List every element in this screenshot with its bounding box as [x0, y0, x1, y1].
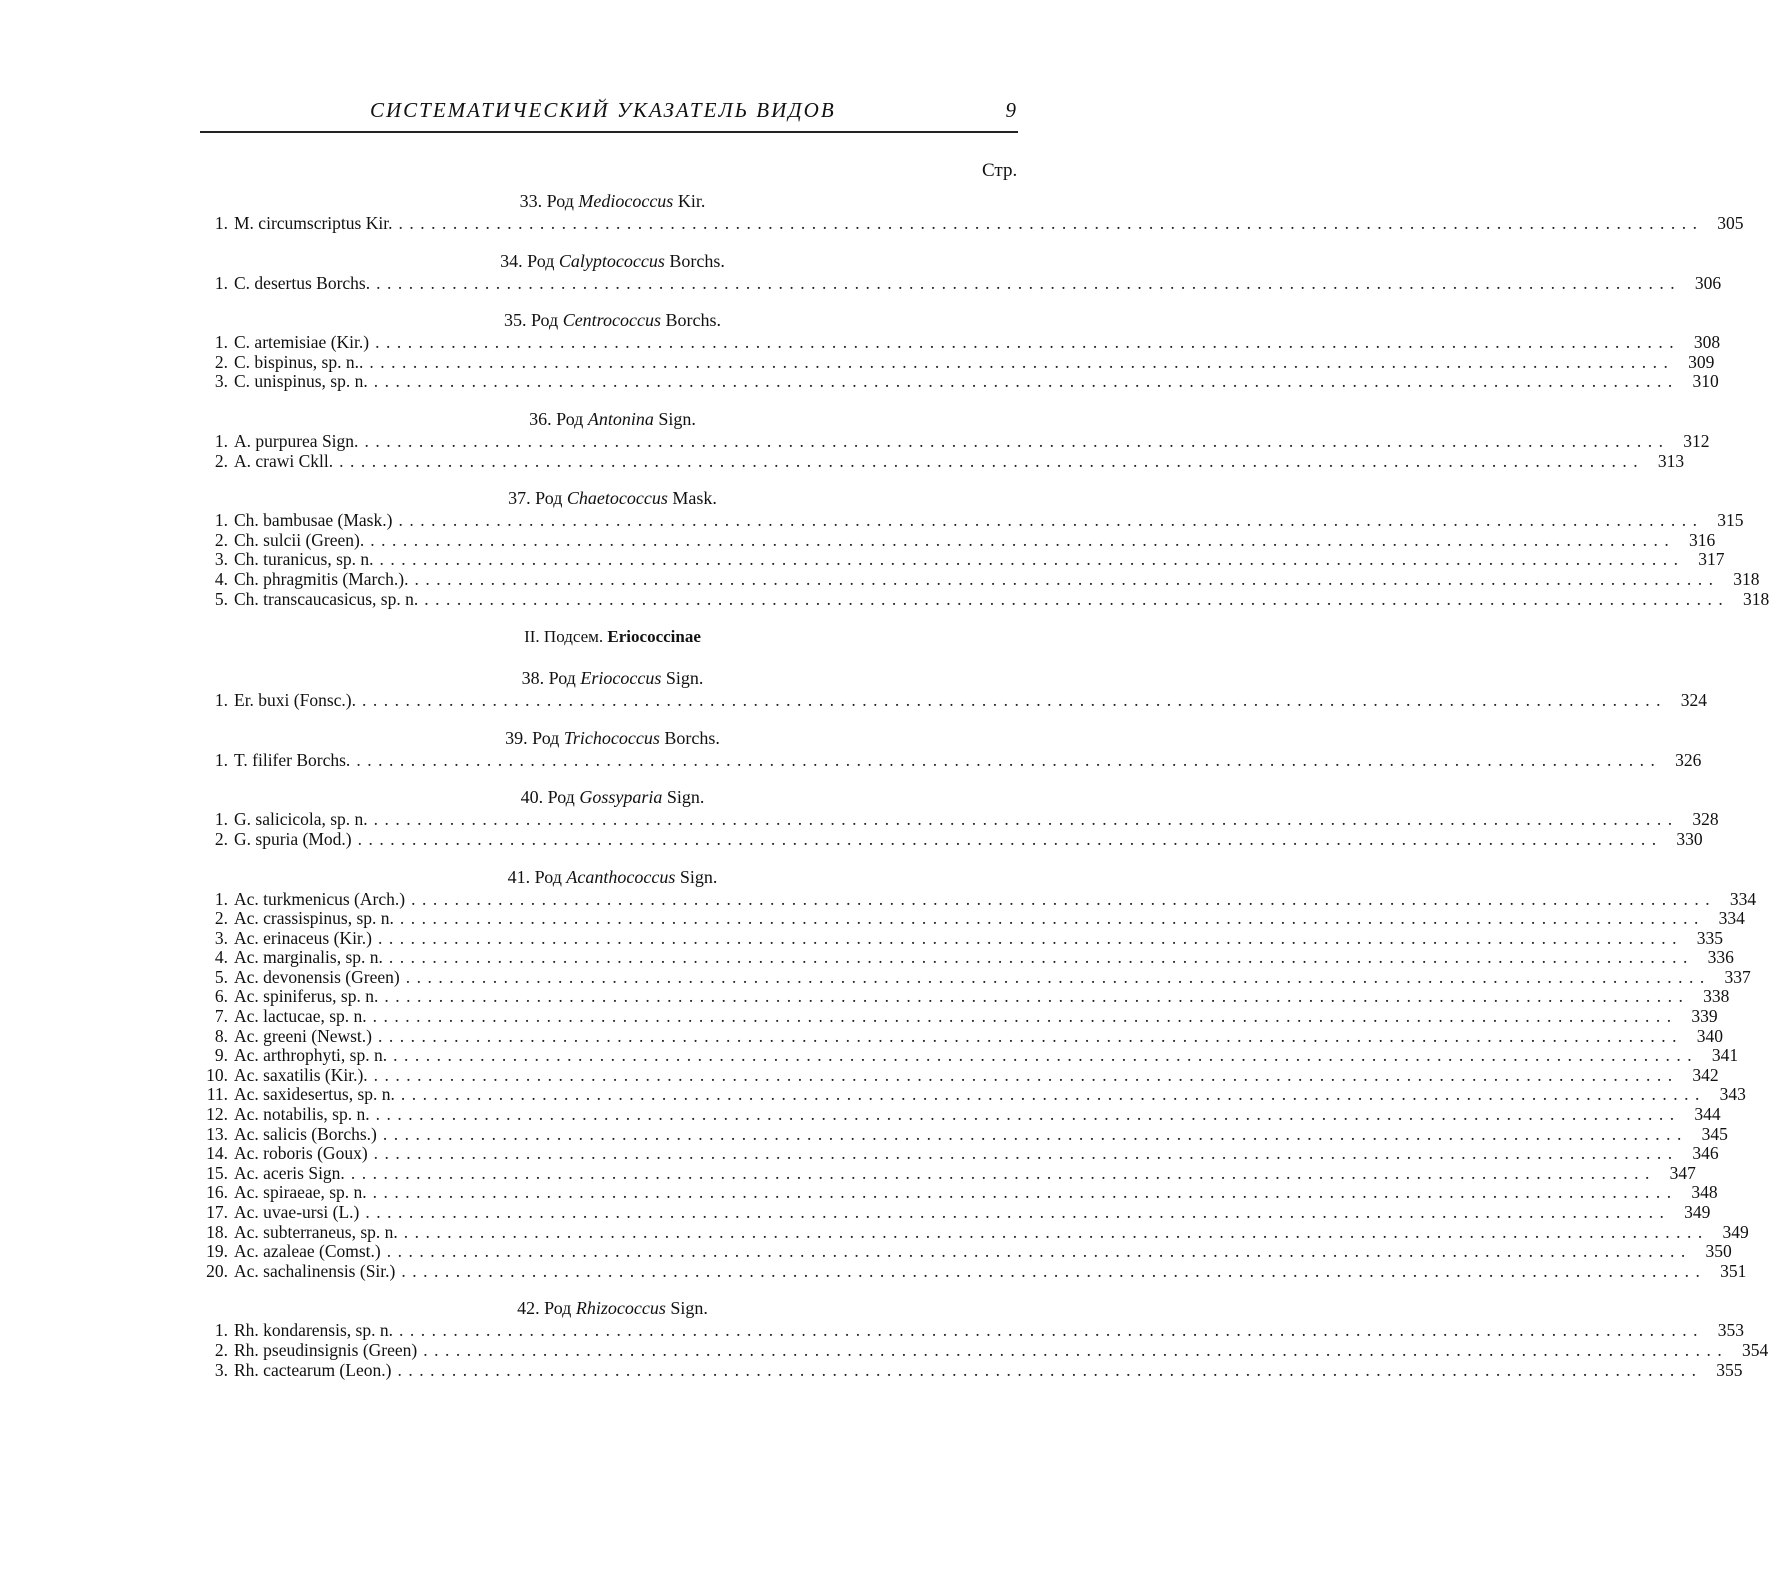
- species-entry: [200, 1006, 1718, 1027]
- species-name: Ch. transcaucasicus, sp. n.: [234, 588, 419, 609]
- genus-name: Gossyparia: [579, 787, 663, 808]
- entry-number: 6.: [214, 986, 228, 1007]
- genus-heading: [200, 248, 1020, 274]
- header-rule: [200, 131, 1018, 133]
- dot-leader: ........................................................................................................................: [411, 888, 1717, 909]
- species-entry: [200, 332, 1721, 353]
- page-reference: 347: [1669, 1162, 1696, 1183]
- page-reference: 324: [1680, 690, 1708, 711]
- header-title: СИСТЕМАТИЧЕСКИЙ УКАЗАТЕЛЬ ВИДОВ: [370, 98, 836, 122]
- genus-number: 33. Род: [519, 191, 579, 211]
- species-name: Ac. lactucae, sp. n.: [234, 1006, 367, 1027]
- dot-leader: ........................................................................................................................: [370, 529, 1676, 550]
- species-entry: [200, 1241, 1732, 1262]
- page-reference: 353: [1717, 1320, 1744, 1341]
- species-entry: [200, 549, 1725, 570]
- species-entry: [200, 1221, 1749, 1243]
- dot-leader: ........................................................................................................................: [379, 549, 1685, 570]
- species-entry: [200, 1104, 1721, 1125]
- species-entry: [200, 568, 1760, 590]
- page-reference: 344: [1694, 1104, 1721, 1125]
- species-name: Rh. kondarensis, sp. n.: [234, 1320, 393, 1341]
- genus-author: Sign.: [661, 668, 704, 689]
- genus-name: Acanthococcus: [566, 866, 676, 887]
- genus-name: Rhizococcus: [575, 1298, 666, 1319]
- species-entry: [200, 1064, 1719, 1086]
- dot-leader: ........................................................................................................................: [373, 1064, 1679, 1085]
- entry-number: 3.: [214, 1359, 228, 1380]
- species-name: Ac. notabilis, sp. n.: [234, 1104, 370, 1125]
- page-reference: 317: [1698, 549, 1725, 570]
- entry-number: 3.: [214, 549, 228, 570]
- genus-number: 36. Род: [529, 408, 588, 429]
- entry-number: 17.: [206, 1202, 228, 1222]
- genus-section: [200, 307, 1721, 392]
- species-name: Ch. turanicus, sp. n.: [234, 549, 374, 570]
- genus-heading: [200, 864, 1020, 890]
- entry-number: 5.: [214, 588, 228, 609]
- genus-number: 38. Род: [521, 668, 581, 689]
- genus-author: Borchs.: [664, 250, 725, 271]
- running-header: [200, 98, 1020, 132]
- species-name: Ac. uvae-ursi (L.): [234, 1202, 360, 1222]
- species-name: Rh. cactearum (Leon.): [234, 1359, 392, 1380]
- genus-author: Borchs.: [661, 310, 721, 331]
- genus-section: [200, 485, 1770, 609]
- page-reference: 351: [1720, 1260, 1747, 1281]
- genus-heading: [200, 1295, 1020, 1321]
- dot-leader: ........................................................................................................................: [373, 371, 1679, 392]
- species-name: Ac. spiraeae, sp. n.: [234, 1182, 367, 1203]
- dot-leader: ........................................................................................................................: [400, 1084, 1706, 1105]
- genus-name: Centrococcus: [562, 310, 661, 331]
- dot-leader: ........................................................................................................................: [362, 690, 1668, 711]
- dot-leader: ........................................................................................................................: [369, 351, 1675, 372]
- dot-leader: ........................................................................................................................: [398, 213, 1704, 233]
- page-reference: 318: [1733, 568, 1760, 589]
- dot-leader: ........................................................................................................................: [375, 1104, 1681, 1125]
- species-name: C. desertus Borchs.: [234, 272, 371, 293]
- dot-leader: ........................................................................................................................: [382, 1123, 1688, 1144]
- dot-leader: ........................................................................................................................: [365, 1202, 1671, 1222]
- page-reference: 328: [1692, 809, 1719, 830]
- genus-author: Kir.: [673, 191, 706, 211]
- species-entry: [200, 1045, 1739, 1066]
- species-entry: [200, 430, 1710, 452]
- species-name: Er. buxi (Fonsc.).: [234, 690, 357, 711]
- genus-heading: [200, 665, 1020, 691]
- page-reference: 339: [1691, 1006, 1718, 1027]
- entry-number: 2.: [214, 828, 228, 849]
- page-reference: 334: [1718, 908, 1745, 929]
- dot-leader: ........................................................................................................................: [384, 986, 1690, 1007]
- subfamily-heading: [200, 623, 1020, 651]
- entry-number: 16.: [206, 1182, 228, 1203]
- genus-section: [200, 1295, 1769, 1380]
- species-name: Ac. crassispinus, sp. n.: [234, 908, 394, 929]
- page-reference: 309: [1688, 351, 1715, 372]
- species-index: [200, 188, 1770, 1380]
- page-reference: 337: [1724, 966, 1751, 987]
- species-entry: [200, 690, 1708, 711]
- genus-number: 40. Род: [520, 787, 580, 808]
- entry-number: 1.: [214, 213, 228, 233]
- page-reference: 348: [1691, 1182, 1718, 1203]
- species-name: Ch. phragmitis (March.).: [234, 568, 409, 589]
- entry-number: 2.: [214, 450, 228, 471]
- species-entry: [200, 351, 1715, 373]
- species-name: Ac. devonensis (Green): [234, 966, 400, 987]
- species-name: Ac. greeni (Newst.): [234, 1025, 373, 1046]
- species-name: A. crawi Ckll.: [234, 450, 334, 471]
- species-entry: [200, 1339, 1769, 1361]
- species-entry: [200, 986, 1730, 1007]
- genus-name: Antonina: [587, 408, 654, 429]
- genus-section: [200, 188, 1744, 234]
- page-reference: 349: [1722, 1221, 1749, 1242]
- page-reference: 345: [1701, 1123, 1728, 1144]
- page-reference: 308: [1693, 332, 1721, 353]
- entry-number: 1.: [214, 430, 228, 451]
- species-entry: [200, 1260, 1747, 1282]
- species-name: A. purpurea Sign.: [234, 430, 359, 451]
- dot-leader: ........................................................................................................................: [386, 1241, 1692, 1262]
- dot-leader: ........................................................................................................................: [372, 1182, 1678, 1203]
- entry-number: 3.: [214, 371, 228, 392]
- subfamily-name: Eriococcinae: [607, 627, 701, 647]
- entry-number: 1.: [214, 1320, 228, 1341]
- dot-leader: ........................................................................................................................: [424, 588, 1730, 609]
- entry-number: 13.: [206, 1123, 228, 1144]
- genus-section: [200, 784, 1719, 849]
- entry-number: 1.: [214, 272, 228, 293]
- genus-author: Sign.: [662, 787, 705, 808]
- species-name: Ac. spiniferus, sp. n.: [234, 986, 379, 1007]
- page-reference: 355: [1716, 1359, 1743, 1380]
- entry-number: 1.: [214, 809, 228, 830]
- entry-number: 10.: [206, 1064, 228, 1085]
- genus-number: 41. Род: [507, 866, 567, 887]
- species-name: Ac. turkmenicus (Arch.): [234, 888, 406, 909]
- entry-number: 2.: [214, 351, 228, 372]
- page-reference: 318: [1742, 588, 1770, 609]
- species-entry: [200, 809, 1719, 830]
- genus-heading: [200, 406, 1020, 432]
- dot-leader: ........................................................................................................................: [378, 1025, 1684, 1046]
- dot-leader: ........................................................................................................................: [398, 1320, 1704, 1341]
- species-name: Ac. subterraneus, sp. n.: [234, 1221, 398, 1242]
- dot-leader: ........................................................................................................................: [401, 1260, 1707, 1281]
- species-entry: [200, 1143, 1719, 1164]
- species-entry: [200, 908, 1745, 929]
- species-name: G. spuria (Mod.): [234, 828, 352, 849]
- species-entry: [200, 450, 1685, 472]
- species-entry: [200, 749, 1702, 771]
- species-name: Ac. erinaceus (Kir.): [234, 927, 372, 948]
- dot-leader: ........................................................................................................................: [403, 1221, 1709, 1242]
- entry-number: 5.: [214, 966, 228, 987]
- species-name: Ac. azaleae (Comst.): [234, 1241, 381, 1262]
- page-reference: 310: [1692, 371, 1719, 392]
- dot-leader: ........................................................................................................................: [350, 1162, 1656, 1183]
- page-reference: 340: [1696, 1025, 1724, 1046]
- entry-number: 1.: [214, 749, 228, 770]
- entry-number: 14.: [206, 1143, 228, 1164]
- page-reference: 336: [1707, 947, 1734, 968]
- species-entry: [200, 927, 1723, 949]
- species-name: Ac. aceris Sign.: [234, 1162, 345, 1183]
- page-reference: 326: [1675, 749, 1702, 770]
- subfamily-prefix: II. Подсем.: [524, 627, 608, 647]
- page-reference: 341: [1711, 1045, 1739, 1066]
- page-reference: 334: [1729, 888, 1757, 909]
- entry-number: 1.: [214, 332, 228, 353]
- genus-name: Calyptococcus: [558, 250, 665, 271]
- entry-number: 1.: [214, 510, 228, 531]
- entry-number: 9.: [214, 1045, 228, 1066]
- species-name: Ac. saxidesertus, sp. n.: [234, 1084, 395, 1105]
- species-name: Ac. saxatilis (Kir.).: [234, 1064, 368, 1085]
- entry-number: 12.: [206, 1104, 228, 1125]
- genus-heading: [200, 188, 1020, 214]
- page-number: 9: [1005, 98, 1016, 122]
- dot-leader: ........................................................................................................................: [414, 568, 1720, 589]
- genus-number: 39. Род: [505, 727, 564, 748]
- genus-heading: [200, 784, 1020, 810]
- species-entry: [200, 272, 1722, 294]
- species-entry: [200, 1084, 1746, 1105]
- species-entry: [200, 828, 1703, 850]
- dot-leader: ........................................................................................................................: [372, 1006, 1678, 1027]
- species-name: G. salicicola, sp. n.: [234, 809, 368, 830]
- species-name: M. circumscriptus Kir.: [234, 213, 393, 233]
- genus-name: Chaetococcus: [566, 488, 668, 509]
- species-entry: [200, 1320, 1744, 1341]
- genus-number: 35. Род: [503, 310, 563, 331]
- species-entry: [200, 966, 1751, 988]
- entry-number: 8.: [214, 1025, 228, 1046]
- entry-number: 20.: [206, 1260, 228, 1281]
- species-entry: [200, 1025, 1724, 1047]
- species-name: Ac. marginalis, sp. n.: [234, 947, 383, 968]
- species-entry: [200, 371, 1719, 392]
- entry-number: 2.: [214, 908, 228, 929]
- dot-leader: ........................................................................................................................: [364, 430, 1670, 451]
- page-reference: 335: [1696, 927, 1723, 948]
- species-name: C. artemisiae (Kir.): [234, 332, 370, 353]
- species-entry: [200, 1359, 1743, 1381]
- dot-leader: ........................................................................................................................: [378, 927, 1683, 948]
- species-name: Ac. salicis (Borchs.): [234, 1123, 377, 1144]
- page-reference: 343: [1719, 1084, 1746, 1105]
- genus-author: Sign.: [653, 408, 696, 429]
- species-entry: [200, 1123, 1728, 1145]
- species-entry: [200, 1162, 1696, 1184]
- entry-number: 18.: [206, 1221, 228, 1242]
- species-name: Ac. arthrophyti, sp. n.: [234, 1045, 388, 1066]
- entry-number: 2.: [214, 529, 228, 550]
- entry-number: 1.: [214, 690, 228, 711]
- species-entry: [200, 510, 1744, 531]
- species-name: Ac. sachalinensis (Sir.): [234, 1260, 396, 1281]
- page-reference: 330: [1676, 828, 1703, 849]
- page-column-label: Стр.: [982, 160, 1018, 181]
- dot-leader: ........................................................................................................................: [376, 272, 1682, 293]
- page-reference: 338: [1703, 986, 1730, 1007]
- entry-number: 7.: [214, 1006, 228, 1027]
- genus-name: Mediococcus: [578, 191, 674, 211]
- species-name: Rh. pseudinsignis (Green): [234, 1339, 418, 1360]
- genus-author: Borchs.: [659, 727, 720, 748]
- species-name: Ac. roboris (Goux): [234, 1143, 368, 1164]
- species-entry: [200, 888, 1757, 910]
- genus-section: [200, 864, 1757, 1282]
- species-name: C. unispinus, sp. n.: [234, 371, 368, 392]
- entry-number: 4.: [214, 568, 228, 589]
- genus-name: Eriococcus: [580, 668, 662, 689]
- genus-heading: [200, 725, 1020, 751]
- genus-section: [200, 725, 1702, 771]
- species-entry: [200, 1202, 1711, 1223]
- dot-leader: ........................................................................................................................: [393, 1045, 1699, 1066]
- entry-number: 19.: [206, 1241, 228, 1262]
- entry-number: 2.: [214, 1339, 228, 1360]
- genus-author: Sign.: [665, 1298, 708, 1319]
- page-reference: 313: [1657, 450, 1685, 471]
- entry-number: 15.: [206, 1162, 228, 1183]
- page-reference: 312: [1683, 430, 1710, 451]
- dot-leader: ........................................................................................................................: [373, 1143, 1679, 1164]
- page-reference: 342: [1692, 1064, 1719, 1085]
- species-entry: [200, 213, 1744, 234]
- dot-leader: ........................................................................................................................: [375, 332, 1681, 353]
- species-name: Ch. sulcii (Green).: [234, 529, 365, 550]
- entry-number: 3.: [214, 927, 228, 948]
- species-name: T. filifer Borchs.: [234, 749, 351, 770]
- genus-name: Trichococcus: [563, 727, 660, 748]
- page-reference: 346: [1692, 1143, 1719, 1164]
- page-reference: 315: [1717, 510, 1744, 531]
- genus-heading: [200, 485, 1020, 511]
- genus-heading: [200, 307, 1020, 333]
- page-reference: 350: [1705, 1241, 1732, 1262]
- genus-author: Mask.: [667, 488, 717, 509]
- dot-leader: ........................................................................................................................: [398, 510, 1704, 531]
- page-reference: 305: [1717, 213, 1744, 233]
- species-name: Ch. bambusae (Mask.): [234, 510, 393, 531]
- dot-leader: ........................................................................................................................: [423, 1339, 1729, 1360]
- dot-leader: ........................................................................................................................: [399, 908, 1705, 929]
- dot-leader: ........................................................................................................................: [373, 809, 1679, 830]
- genus-number: 42. Род: [517, 1298, 576, 1319]
- genus-section: [200, 623, 1708, 711]
- genus-author: Sign.: [675, 866, 718, 887]
- dot-leader: ........................................................................................................................: [397, 1359, 1703, 1380]
- genus-number: 37. Род: [508, 488, 567, 509]
- species-name: C. bispinus, sp. n..: [234, 351, 364, 372]
- species-entry: [200, 947, 1734, 968]
- species-entry: [200, 1182, 1718, 1203]
- genus-section: [200, 406, 1710, 471]
- dot-leader: ........................................................................................................................: [357, 828, 1663, 849]
- entry-number: 1.: [214, 888, 228, 909]
- page-reference: 316: [1689, 529, 1716, 550]
- species-entry: [200, 588, 1770, 610]
- species-entry: [200, 529, 1716, 551]
- genus-number: 34. Род: [500, 250, 559, 271]
- dot-leader: ........................................................................................................................: [339, 450, 1645, 471]
- page-reference: 354: [1742, 1339, 1769, 1360]
- entry-number: 4.: [214, 947, 228, 968]
- entry-number: 11.: [206, 1084, 228, 1105]
- genus-section: [200, 248, 1722, 294]
- dot-leader: ........................................................................................................................: [388, 947, 1694, 968]
- dot-leader: ........................................................................................................................: [405, 966, 1711, 987]
- dot-leader: ........................................................................................................................: [356, 749, 1662, 770]
- page-reference: 349: [1684, 1202, 1711, 1222]
- page-reference: 306: [1694, 272, 1722, 293]
